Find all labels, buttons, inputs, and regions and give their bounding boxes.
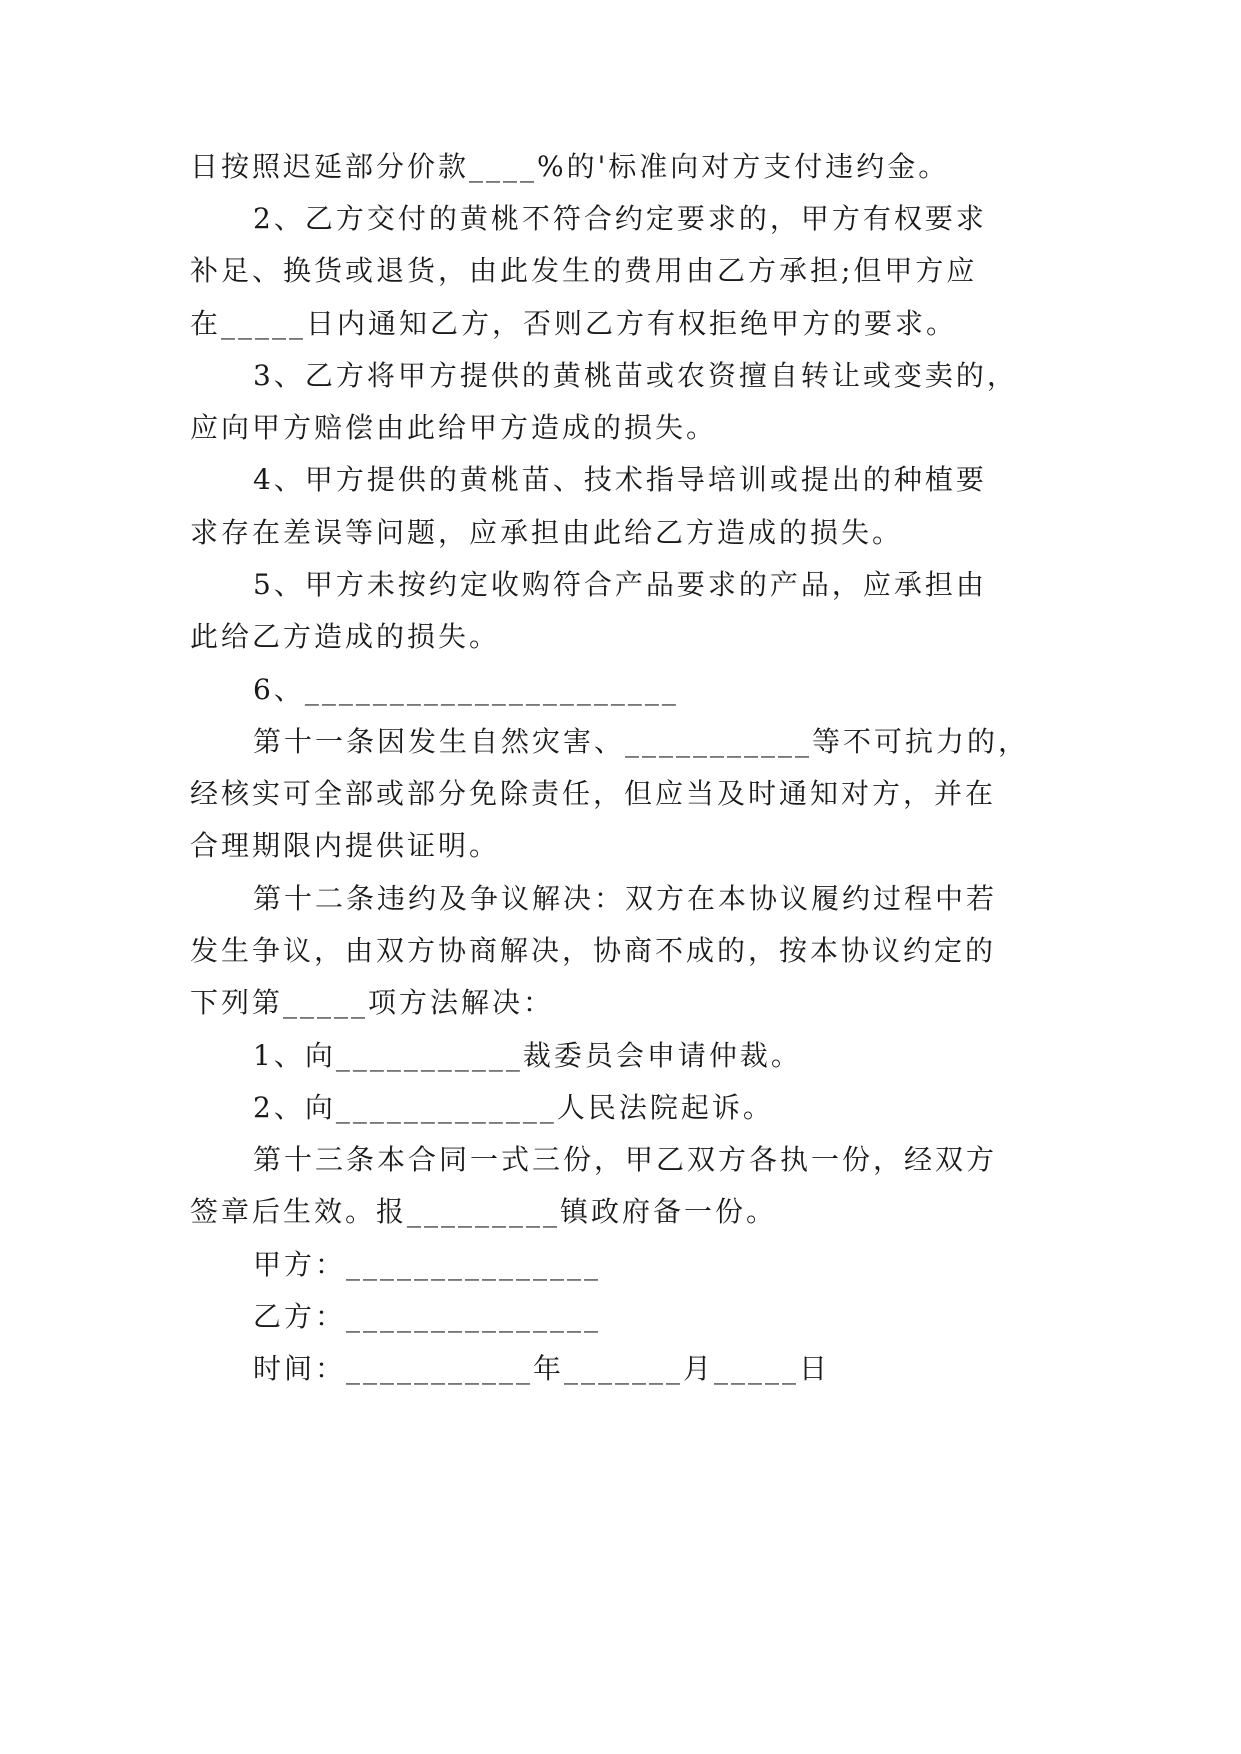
- text-line: 第十一条因发生自然灾害、___________等不可抗力的，: [253, 725, 1030, 758]
- text-line: 在_____日内通知乙方，否则乙方有权拒绝甲方的要求。: [190, 307, 958, 340]
- date-line: 时间：___________年_______月_____日: [253, 1352, 831, 1385]
- signature-line-party-b: 乙方：_______________: [253, 1300, 602, 1333]
- text-line: 经核实可全部或部分免除责任，但应当及时通知对方，并在: [190, 777, 997, 810]
- text-line: 发生争议，由双方协商解决，协商不成的，按本协议约定的: [190, 934, 997, 967]
- text-line: 1、向___________裁委员会申请仲裁。: [253, 1039, 802, 1072]
- text-line: 4、甲方提供的黄桃苗、技术指导培训或提出的种植要: [253, 463, 987, 496]
- text-line: 2、向_____________人民法院起诉。: [253, 1091, 774, 1124]
- text-line: 5、甲方未按约定收购符合产品要求的产品，应承担由: [253, 568, 987, 601]
- text-line: 下列第_____项方法解决：: [190, 986, 555, 1019]
- text-line: 2、乙方交付的黄桃不符合约定要求的，甲方有权要求: [253, 202, 987, 235]
- text-line: 合理期限内提供证明。: [190, 829, 501, 862]
- signature-line-party-a: 甲方：_______________: [253, 1248, 602, 1281]
- text-line: 补足、换货或退货，由此发生的费用由乙方承担;但甲方应: [190, 254, 978, 287]
- text-line: 3、乙方将甲方提供的黄桃苗或农资擅自转让或变卖的，: [253, 359, 1018, 392]
- text-line: 日按照迟延部分价款____%的'标准向对方支付违约金。: [190, 150, 950, 183]
- text-line: 此给乙方造成的损失。: [190, 620, 501, 653]
- text-line: 6、______________________: [253, 673, 679, 706]
- text-line: 签章后生效。报_________镇政府备一份。: [190, 1195, 778, 1228]
- text-line: 第十三条本合同一式三份，甲乙双方各执一份，经双方: [253, 1143, 998, 1176]
- text-line: 应向甲方赔偿由此给甲方造成的损失。: [190, 411, 718, 444]
- text-line: 第十二条违约及争议解决：双方在本协议履约过程中若: [253, 882, 998, 915]
- text-line: 求存在差误等问题，应承担由此给乙方造成的损失。: [190, 516, 904, 549]
